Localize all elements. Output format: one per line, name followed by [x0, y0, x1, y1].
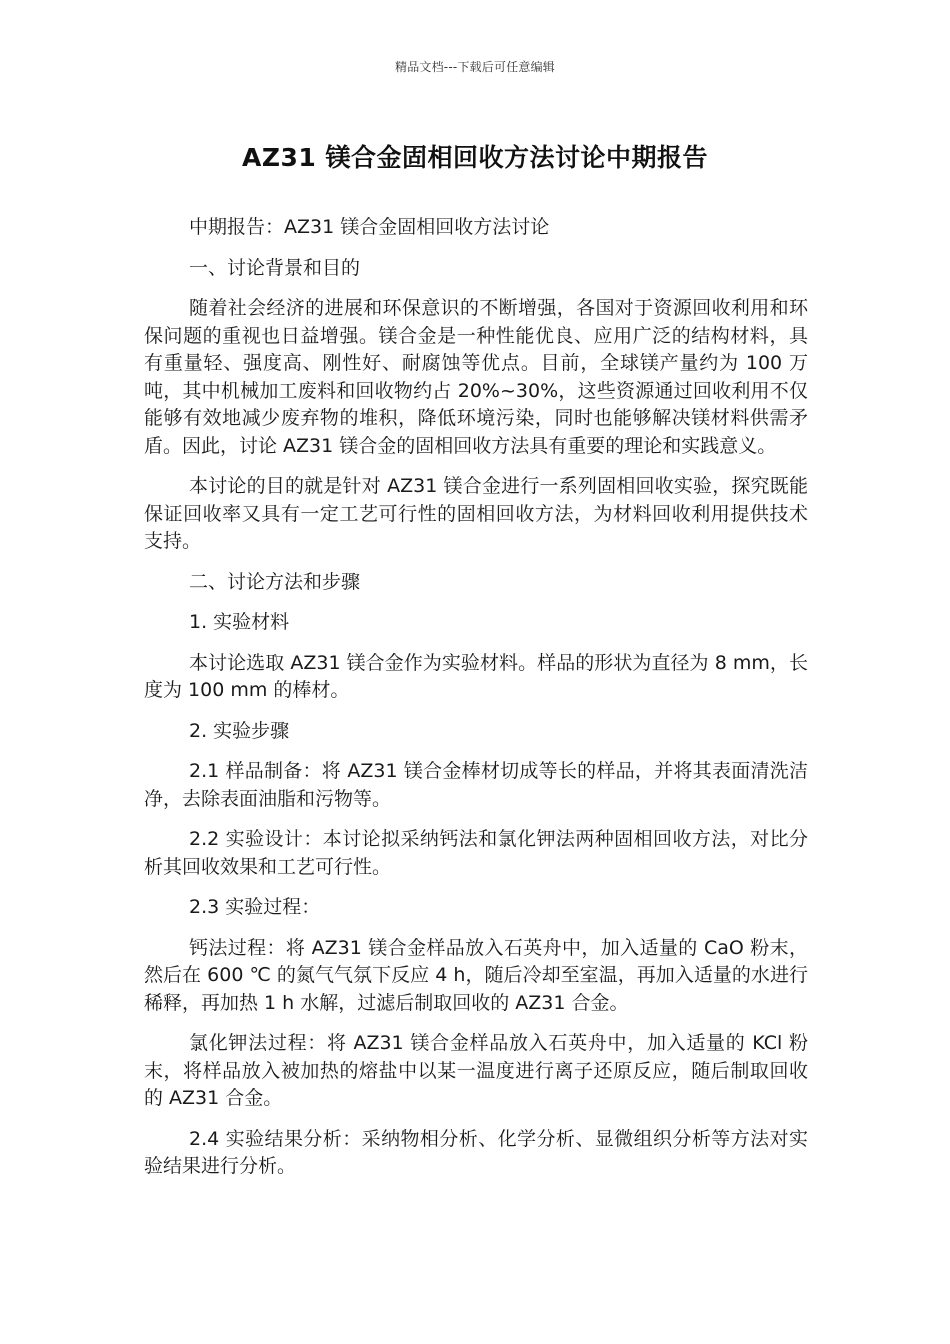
paragraph-experiment-process: 2.3 实验过程：: [189, 896, 321, 918]
paragraph-kcl-method: 氯化钾法过程：将 AZ31 镁合金样品放入石英舟中，加入适量的 KCl 粉末，将样品放入被加热的熔盐中以某一温度进行离子还原反应，随后制取回收的 AZ31 合金。: [144, 1032, 808, 1109]
paragraph-experiment-design: 2.2 实验设计：本讨论拟采纳钙法和氯化钾法两种固相回收方法，对比分析其回收效果和工艺可行性。: [144, 828, 808, 878]
section-heading-background: 一、讨论背景和目的: [189, 256, 361, 279]
subheading-steps: 2. 实验步骤: [189, 719, 290, 742]
document-body: [144, 214, 808, 1194]
paragraph-result-analysis: 2.4 实验结果分析：采纳物相分析、化学分析、显微组织分析等方法对实验结果进行分析。: [144, 1127, 808, 1177]
paragraph-purpose: 本讨论的目的就是针对 AZ31 镁合金进行一系列固相回收实验，探究既能保证回收率又具有一定工艺可行性的固相回收方法，为材料回收利用提供技术支持。: [144, 475, 808, 552]
paragraph-sample-prep: 2.1 样品制备：将 AZ31 镁合金棒材切成等长的样品，并将其表面清洗洁净，去除表面油脂和污物等。: [144, 760, 808, 810]
paragraph-calcium-method: 钙法过程：将 AZ31 镁合金样品放入石英舟中，加入适量的 CaO 粉末，然后在 600 ℃ 的氮气气氛下反应 4 h，随后冷却至室温，再加入适量的水进行稀释，再加热 1 h 水解，过滤后制取回收的 AZ31 合金。: [144, 936, 808, 1014]
section-heading-methods: 二、讨论方法和步骤: [189, 570, 361, 593]
document-title: AZ31 镁合金固相回收方法讨论中期报告: [242, 143, 708, 172]
paragraph-materials: 本讨论选取 AZ31 镁合金作为实验材料。样品的形状为直径为 8 mm，长度为 100 mm 的棒材。: [144, 651, 808, 701]
subheading-materials: 1. 实验材料: [189, 611, 290, 633]
report-heading: 中期报告：AZ31 镁合金固相回收方法讨论: [189, 216, 550, 238]
header-note: 精品文档---下载后可任意编辑: [395, 60, 555, 74]
paragraph-background: 随着社会经济的进展和环保意识的不断增强，各国对于资源回收利用和环保问题的重视也日益增强。镁合金是一种性能优良、应用广泛的结构材料，具有重量轻、强度高、刚性好、耐腐蚀等优点。目前，全球镁产量约为 100 万吨，其中机械加工废料和回收物约占 20%~30%，这些资源通过回收利用不仅能够有效地减少废弃物的堆积，降低环境污染，同时也能够解决镁材料供需矛盾。因此，讨论 AZ31 镁合金的固相回收方法具有重要的理论和实践意义。: [144, 297, 808, 457]
